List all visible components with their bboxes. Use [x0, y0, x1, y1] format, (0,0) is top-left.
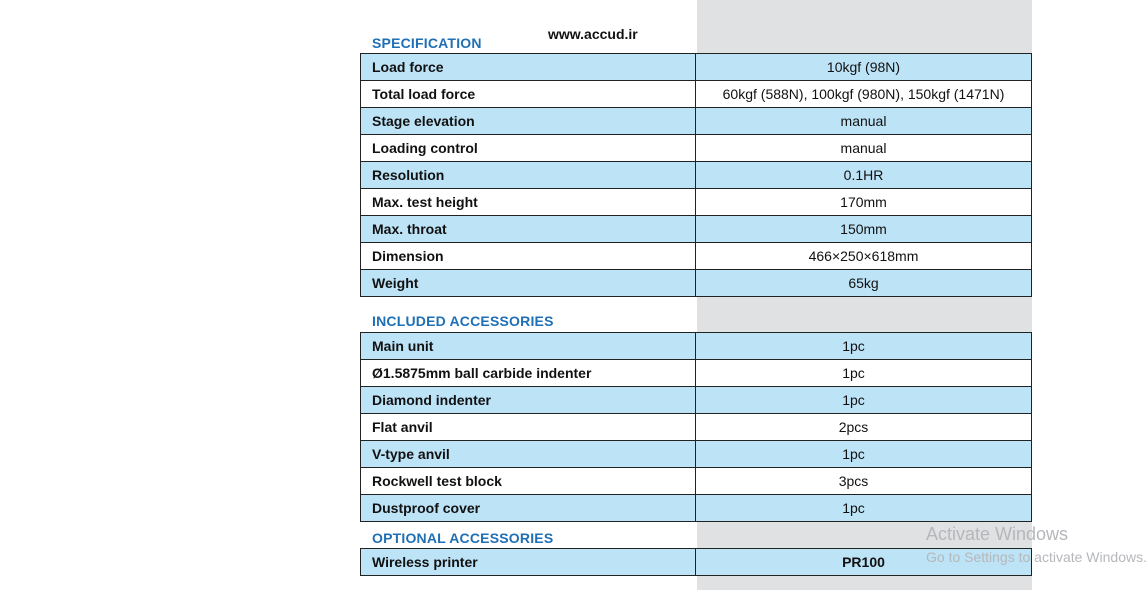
row-value: manual — [696, 108, 1032, 135]
table-row — [361, 81, 1032, 108]
row-label: Ø1.5875mm ball carbide indenter — [361, 360, 696, 387]
table-row — [361, 243, 1032, 270]
row-value: 1pc — [696, 387, 1032, 414]
specification-table — [360, 53, 1032, 297]
row-value: 1pc — [696, 495, 1032, 522]
row-label: Max. test height — [361, 189, 696, 216]
website-url: www.accud.ir — [548, 26, 638, 42]
row-label: Weight — [361, 270, 696, 297]
row-label: Loading control — [361, 135, 696, 162]
row-label: Stage elevation — [361, 108, 696, 135]
row-label: Diamond indenter — [361, 387, 696, 414]
row-value: 65kg — [696, 270, 1032, 297]
table-row — [361, 360, 1032, 387]
table-row — [361, 441, 1032, 468]
table-row — [361, 135, 1032, 162]
row-value: 10kgf (98N) — [696, 54, 1032, 81]
row-value: 1pc — [696, 441, 1032, 468]
table-row — [361, 468, 1032, 495]
included-accessories-table — [360, 332, 1032, 522]
optional-accessories-heading: OPTIONAL ACCESSORIES — [372, 530, 554, 546]
included-rows — [361, 333, 1032, 522]
table-row — [361, 108, 1032, 135]
row-value: 466×250×618mm — [696, 243, 1032, 270]
table-row — [361, 387, 1032, 414]
row-label: Dustproof cover — [361, 495, 696, 522]
row-label: Wireless printer — [361, 549, 696, 576]
row-value: 1pc — [696, 333, 1032, 360]
activation-watermark-title: Activate Windows — [926, 524, 1069, 544]
table-row — [361, 54, 1032, 81]
row-value: 1pc — [696, 360, 1032, 387]
row-label: Resolution — [361, 162, 696, 189]
row-label: Flat anvil — [361, 414, 696, 441]
included-accessories-heading: INCLUDED ACCESSORIES — [372, 313, 554, 329]
row-label: Load force — [361, 54, 696, 81]
table-row — [361, 495, 1032, 522]
row-label: Total load force — [361, 81, 696, 108]
row-label: Max. throat — [361, 216, 696, 243]
row-label: V-type anvil — [361, 441, 696, 468]
row-label: Main unit — [361, 333, 696, 360]
row-value: 0.1HR — [696, 162, 1032, 189]
table-row — [361, 189, 1032, 216]
row-value: 3pcs — [696, 468, 1032, 495]
row-value: 60kgf (588N), 100kgf (980N), 150kgf (1471N) — [696, 81, 1032, 108]
row-label: Rockwell test block — [361, 468, 696, 495]
row-value: 2pcs — [696, 414, 1032, 441]
specification-rows — [361, 54, 1032, 297]
table-row — [361, 414, 1032, 441]
row-value: manual — [696, 135, 1032, 162]
table-row — [361, 216, 1032, 243]
row-label: Dimension — [361, 243, 696, 270]
row-value: PR100 — [696, 549, 1032, 576]
row-value: 150mm — [696, 216, 1032, 243]
table-row — [361, 162, 1032, 189]
activation-watermark-subtitle: Go to Settings to activate Windows. — [926, 549, 1147, 565]
row-value: 170mm — [696, 189, 1032, 216]
table-row — [361, 333, 1032, 360]
table-row — [361, 270, 1032, 297]
specification-heading: SPECIFICATION — [372, 35, 482, 51]
